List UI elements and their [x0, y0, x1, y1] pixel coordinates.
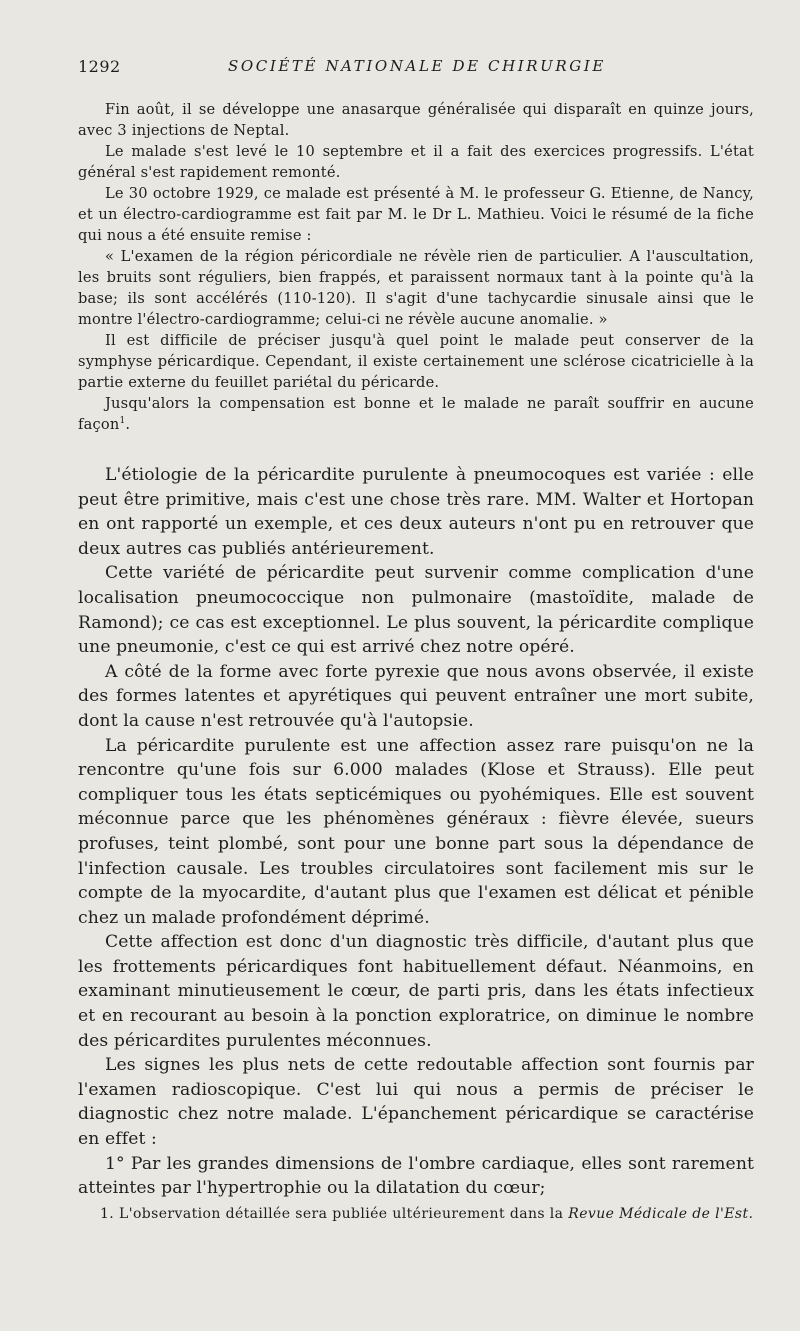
page-number: 1292 — [78, 57, 121, 76]
body-paragraph: A côté de la forme avec forte pyrexie que nous avons observée, il existe des formes latentes et apyrétiques qui peuvent entraîner une mort subite, dont la cause n'est retrouvée qu'à l'autopsie. — [78, 661, 754, 731]
journal-title: SOCIÉTÉ NATIONALE DE CHIRURGIE — [228, 57, 606, 75]
body-paragraph: Les signes les plus nets de cette redoutable affection sont fournis par l'examen radioscopique. C'est lui qui nous a permis de préciser le diagnostic chez notre malade. L'épanchement péricardique se caractérise en effet : — [78, 1055, 754, 1150]
body-paragraph: L'étiologie de la péricardite purulente à pneumocoques est variée : elle peut être primitive, mais c'est une chose très rare. MM. Walter et Hortopan en ont rapporté un exemple, et ces deux auteurs n'ont pu en retrouver que deux autres cas publiés antérieurement. — [78, 465, 754, 559]
case-paragraph-last: Jusqu'alors la compensation est bonne et le malade ne paraît souffrir en aucune façon$^1$. — [78, 395, 754, 433]
footnote — [78, 1205, 754, 1224]
footnote-number: 1. — [100, 1206, 115, 1222]
body-paragraph: La péricardite purulente est une affection assez rare puisqu'on ne la rencontre qu'une fois sur 6.000 malades (Klose et Strauss). Elle peut compliquer tous les états septicémiques ou pyohémiques. Elle est souvent méconnue parce que les phénomènes généraux : fièvre élevée, sueurs profuses, teint plombé, sont pour une bonne part sous la dépendance de l'infection causale. Les troubles circulatoires sont facilement mis sur le compte de la myocardite, d'autant plus que l'examen est délicat et pénible chez un malade profondément déprimé. — [78, 735, 754, 928]
case-paragraph: Le 30 octobre 1929, ce malade est présenté à M. le professeur G. Etienne, de Nancy, et un électro-cardiogramme est fait par M. le Dr L. Mathieu. Voici le résumé de la fiche qui nous a été ensuite remise : — [78, 185, 754, 244]
case-report-section — [78, 99, 754, 435]
footnote-text: L'observation détaillée sera publiée ultérieurement dans la — [119, 1206, 564, 1222]
main-text-section — [78, 463, 754, 1201]
case-paragraph-text: Jusqu'alors la compensation est bonne et le malade ne paraît souffrir en aucune façon — [78, 395, 754, 433]
case-paragraph: Il est difficile de préciser jusqu'à quel point le malade peut conserver de la symphyse péricardique. Cependant, il existe certainement une sclérose cicatricielle à la partie externe du feuillet pariétal du péricarde. — [78, 332, 754, 391]
body-paragraph: 1° Par les grandes dimensions de l'ombre cardiaque, elles sont rarement atteintes par l'hypertrophie ou la dilatation du cœur; — [78, 1153, 754, 1199]
quoted-summary: « L'examen de la région péricordiale ne révèle rien de particulier. A l'auscultation, les bruits sont réguliers, bien frappés, et paraissent normaux tant à la pointe qu'à la base; ils sont accélérés (110-120). Il s'agit d'une tachycardie sinusale ainsi que le montre l'électro-cardiogramme; celui-ci ne révèle aucune anomalie. » — [78, 248, 754, 328]
footnote-reference: 1 — [119, 416, 126, 427]
running-head — [78, 57, 755, 81]
footnote-journal: Revue Médicale de l'Est. — [568, 1206, 754, 1222]
case-paragraph: Le malade s'est levé le 10 septembre et il a fait des exercices progressifs. L'état général s'est rapidement remonté. — [78, 143, 754, 181]
body-paragraph: Cette variété de péricardite peut survenir comme complication d'une localisation pneumococcique non pulmonaire (mastoïdite, malade de Ramond); ce cas est exceptionnel. Le plus souvent, la péricardite complique une pneumonie, c'est ce qui est arrivé chez notre opéré. — [78, 563, 754, 658]
body-paragraph: Cette affection est donc d'un diagnostic très difficile, d'autant plus que les frottements péricardiques font habituellement défaut. Néanmoins, en examinant minutieusement le cœur, de parti pris, dans les états infectieux et en recourant au besoin à la ponction exploratrice, on diminue le nombre des péricardites purulentes méconnues. — [78, 932, 754, 1051]
case-paragraph: Fin août, il se développe une anasarque généralisée qui disparaît en quinze jours, avec 3 injections de Neptal. — [78, 101, 754, 139]
